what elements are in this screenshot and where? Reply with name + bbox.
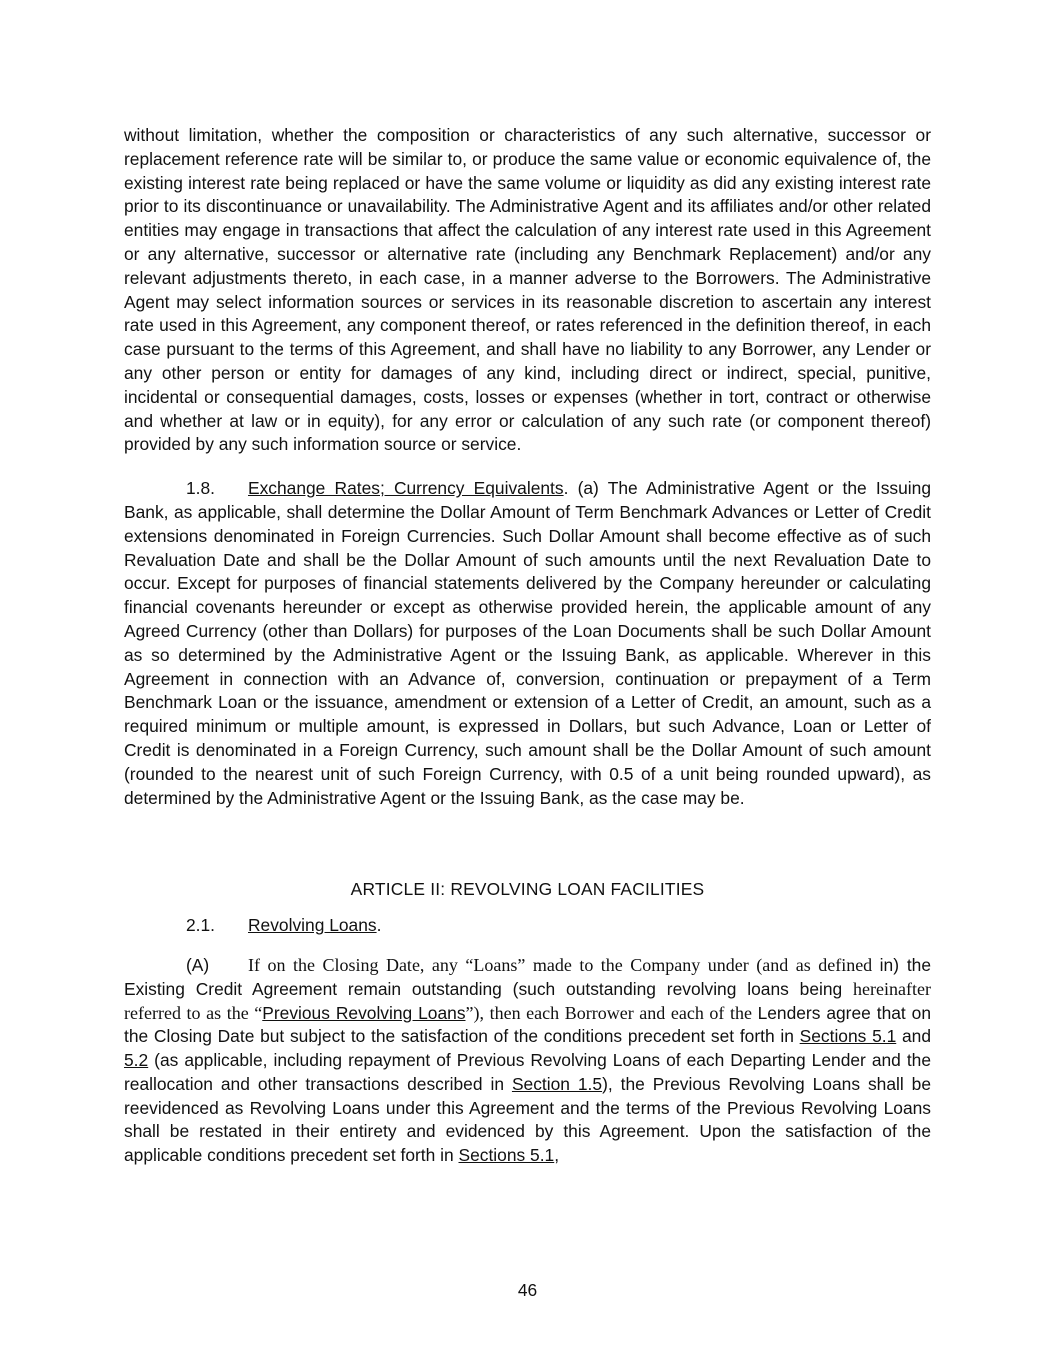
cross-reference: Section 1.5 bbox=[511, 1073, 603, 1094]
clause-text: , bbox=[554, 1145, 560, 1166]
clause-text: Lenders agree that on the Closing Date but subject to the satisfaction of the conditions precedent set forth in bbox=[124, 1002, 932, 1047]
clause-text: ”), then each Borrower and each of the bbox=[465, 1002, 758, 1023]
cross-reference: 5.2 bbox=[124, 1050, 149, 1071]
section-1-8-paragraph bbox=[124, 477, 931, 810]
clause-text: and bbox=[896, 1026, 931, 1047]
section-body: (a) The Administrative Agent or the Issuing Bank, as applicable, shall determine the Dollar Amount of Term Benchmark Advances or Letter of Credit extensions denominated in Foreign Currencies. Such Dollar Amount shall become effective as of such Revaluation Date and shall be the Dollar Amount of such amounts until the next Revaluation Date to occur. Except for purposes of financial statements delivered by the Company hereunder or calculating financial covenants hereunder or except as otherwise provided herein, the applicable amount of any Agreed Currency (other than Dollars) for purposes of the Loan Documents shall be such Dollar Amount as so determined by the Administrative Agent or the Issuing Bank, as applicable. Wherever in this Agreement in connection with an Advance of, conversion, continuation or prepayment of a Term Benchmark Loan or the issuance, amendment or extension of a Letter of Credit, an amount, such as a required minimum or multiple amount, is expressed in Dollars, but such Advance, Loan or Letter of Credit is denominated in a Foreign Currency, such amount shall be the Dollar Amount of such amount (rounded to the nearest unit of such Foreign Currency, with 0.5 of a unit being rounded upward), as determined by the Administrative Agent or the Issuing Bank, as the case may be. bbox=[124, 478, 931, 808]
page-number: 46 bbox=[517, 1280, 538, 1300]
clause-label: (A) bbox=[186, 954, 210, 975]
section-number: 1.8. bbox=[186, 478, 216, 499]
section-number: 2.1. bbox=[186, 915, 216, 936]
section-title-period: . bbox=[376, 915, 382, 936]
document-page bbox=[124, 124, 931, 1168]
paragraph-benchmark-disclaimer: without limitation, whether the composition or characteristics of any such alternative, successor or replacement reference rate will be similar to, or produce the same value or economic equivalence of, the existing interest rate being replaced or have the same volume or liquidity as did any existing interest rate prior to its discontinuance or unavailability. The Administrative Agent and its affiliates and/or other related entities may engage in transactions that affect the calculation of any interest rate used in this Agreement or any alternative, successor or alternative rate (including any Benchmark Replacement) and/or any relevant adjustments thereto, in each case, in a manner adverse to the Borrowers. The Administrative Agent may select information sources or services in its reasonable discretion to ascertain any interest rate used in this Agreement, any component thereof, or rates referenced in the definition thereof, in each case pursuant to the terms of this Agreement, and shall have no liability to any Borrower, any Lender or any other person or entity for damages of any kind, including direct or indirect, special, punitive, incidental or consequential damages, costs, losses or expenses (whether in tort, contract or otherwise and whether at law or in equity), for any error or calculation of any such rate (or component thereof) provided by any such information source or service. bbox=[124, 125, 931, 455]
cross-reference: Sections 5.1 bbox=[458, 1145, 555, 1166]
article-heading: ARTICLE II: REVOLVING LOAN FACILITIES bbox=[350, 879, 705, 900]
clause-text: hereinafter referred to as the “ bbox=[124, 978, 931, 1023]
clause-text: If on the Closing Date, any “Loans” made to the Company under (and as defined bbox=[248, 954, 880, 975]
defined-term: Previous Revolving Loans bbox=[262, 1002, 466, 1023]
cross-reference: Sections 5.1 bbox=[799, 1026, 897, 1047]
clause-text: in) the Existing Credit Agreement remain outstanding (such outstanding revolving loans being bbox=[124, 954, 931, 999]
section-title: Exchange Rates; Currency Equivalents bbox=[248, 478, 564, 499]
clause-text: (as applicable, including repayment of Previous Revolving Loans of each Departing Lender and the reallocation and other transactions described in bbox=[124, 1050, 931, 1094]
paragraph-a bbox=[124, 954, 931, 1168]
section-title: Revolving Loans bbox=[248, 915, 377, 936]
section-title-period: . bbox=[563, 478, 569, 499]
clause-text: ), the Previous Revolving Loans shall be reevidenced as Revolving Loans under this Agreement and the terms of the Previous Revolving Loans shall be restated in their entirety and evidenced by this Agreement. Upon the satisfaction of the applicable conditions precedent set forth in bbox=[124, 1073, 932, 1166]
section-2-1-heading bbox=[124, 914, 931, 938]
